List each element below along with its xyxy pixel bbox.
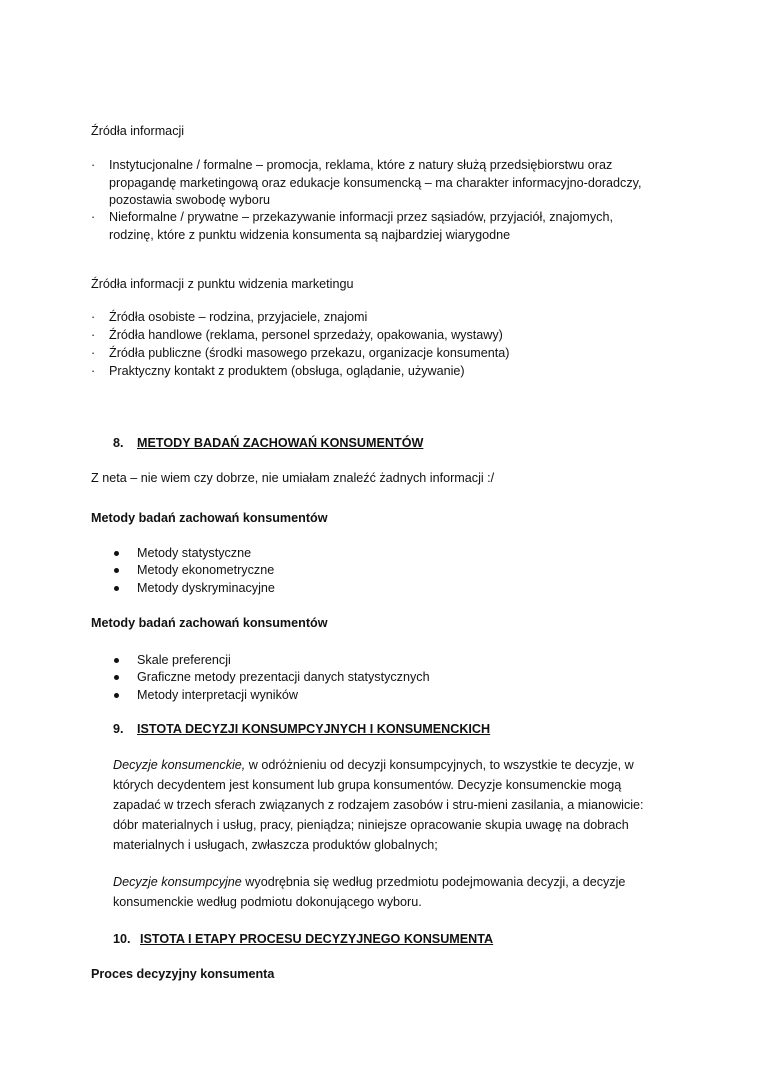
para1-line1: [113, 756, 634, 775]
heading9-number: 9.: [113, 722, 124, 736]
bullet-point: [114, 658, 119, 663]
marketing-source-item: Praktyczny kontakt z produktem (obsługa, oglądanie, używanie): [109, 364, 465, 378]
para1-line1-rest: w odróżnieniu od decyzji konsumpcyjnych, to wszystkie te decyzje, w: [245, 758, 634, 772]
sources-item1-line1: Instytucjonalne / formalne – promocja, reklama, które z natury służą przedsiębiorstwu oraz: [109, 158, 613, 172]
para1-line5: materialnych i usługach, zwłaszcza produktów globalnych;: [113, 838, 438, 852]
methods1-item: Metody statystyczne: [137, 546, 252, 560]
sources-item1-line3: pozostawia swobodę wyboru: [109, 193, 271, 207]
heading9-title: ISTOTA DECYZJI KONSUMPCYJNYCH I KONSUMENCKICH: [137, 722, 491, 736]
heading10-title: ISTOTA I ETAPY PROCESU DECYZYJNEGO KONSUMENTA: [140, 932, 494, 946]
para2-italic-lead: Decyzje konsumpcyjne: [113, 875, 242, 889]
bullet-point: [114, 568, 119, 573]
methods2-item: Skale preferencji: [137, 653, 231, 667]
heading8-number: 8.: [113, 436, 124, 450]
bullet-point: [114, 551, 119, 556]
heading8-title: METODY BADAŃ ZACHOWAŃ KONSUMENTÓW: [137, 436, 424, 450]
para1-italic-lead: Decyzje konsumenckie,: [113, 758, 246, 772]
para1-line2: których decydentem jest konsument lub grupa konsumentów. Decyzje konsumenckie mogą: [113, 778, 622, 792]
methods1-title: Metody badań zachowań konsumentów: [91, 511, 328, 525]
marketing-source-item: Źródła publiczne (środki masowego przekazu, organizacje konsumenta): [109, 346, 510, 360]
methods2-item: Metody interpretacji wyników: [137, 688, 298, 702]
bullet-dot: ·: [91, 346, 96, 360]
para2-line1-rest: wyodrębnia się według przedmiotu podejmowania decyzji, a decyzje: [241, 875, 626, 889]
bullet-dot: ·: [91, 328, 96, 342]
methods2-item: Graficzne metody prezentacji danych statystycznych: [137, 670, 430, 684]
para1-line4: dóbr materialnych i usług, pracy, pieniądza; niniejsze opracowanie skupia uwagę na dobrach: [113, 818, 629, 832]
marketing-source-item: Źródła osobiste – rodzina, przyjaciele, znajomi: [109, 310, 368, 324]
para2-line2: konsumenckie według podmiotu dokonującego wyboru.: [113, 895, 422, 909]
bullet-point: [114, 586, 119, 591]
bullet-dot: ·: [91, 210, 96, 224]
note-text: Z neta – nie wiem czy dobrze, nie umiałam znaleźć żadnych informacji :/: [91, 471, 495, 485]
bullet-dot: ·: [91, 310, 96, 324]
final-title: Proces decyzyjny konsumenta: [91, 967, 275, 981]
sources-item2-line1: Nieformalne / prywatne – przekazywanie informacji przez sąsiadów, przyjaciół, znajomych,: [109, 210, 613, 224]
bullet-dot: ·: [91, 158, 96, 172]
para2-line1: [113, 873, 625, 892]
para1-line3: zapadać w trzech sferach związanych z rodzajem zasobów i stru-mieni zasilania, a mianowicie:: [113, 798, 644, 812]
heading10-number: 10.: [113, 932, 131, 946]
sources-item2-line2: rodzinę, które z punktu widzenia konsumenta są najbardziej wiarygodne: [109, 228, 511, 242]
sources-title: Źródła informacji: [91, 124, 185, 138]
methods1-item: Metody ekonometryczne: [137, 563, 275, 577]
marketing-source-item: Źródła handlowe (reklama, personel sprzedaży, opakowania, wystawy): [109, 328, 503, 342]
marketing-sources-title: Źródła informacji z punktu widzenia marketingu: [91, 277, 354, 291]
methods2-title: Metody badań zachowań konsumentów: [91, 616, 328, 630]
bullet-point: [114, 675, 119, 680]
methods1-item: Metody dyskryminacyjne: [137, 581, 275, 595]
sources-item1-line2: propagandę marketingową oraz edukacje konsumencką – ma charakter informacyjno-doradczy,: [109, 176, 642, 190]
bullet-point: [114, 693, 119, 698]
bullet-dot: ·: [91, 364, 96, 378]
